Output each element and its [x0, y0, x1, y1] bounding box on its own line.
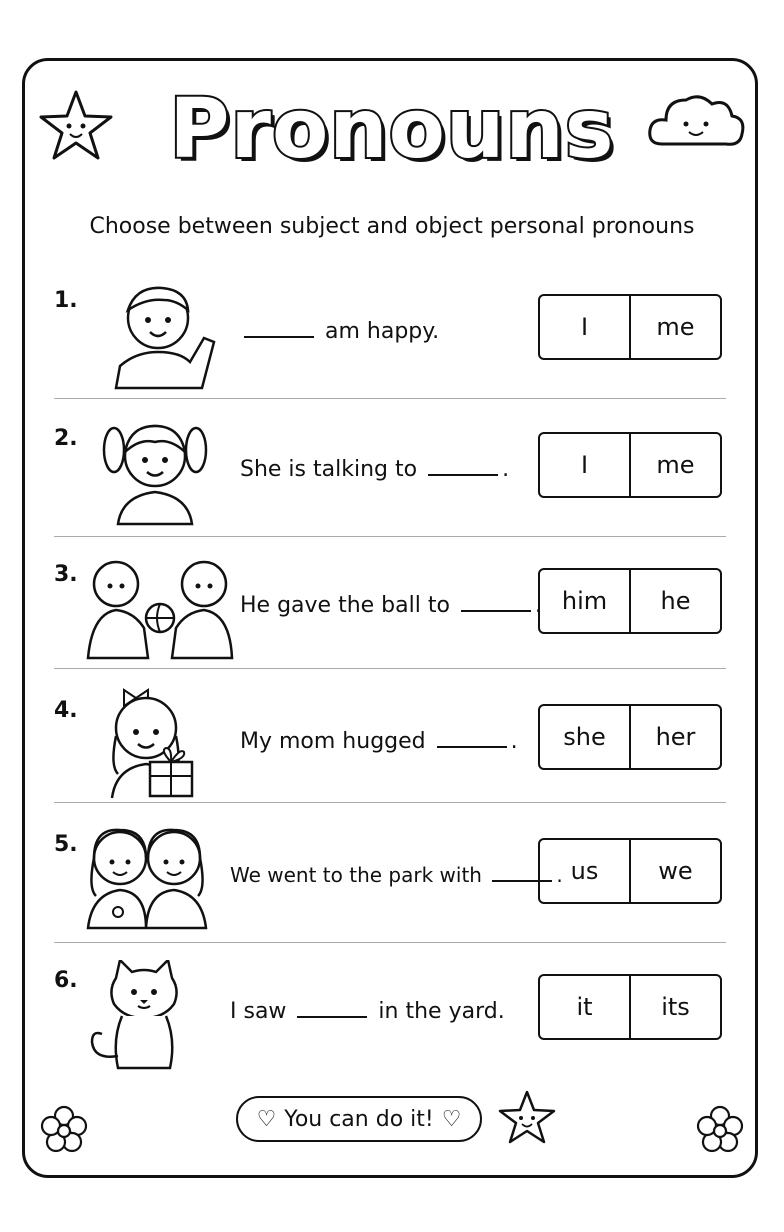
choice-option[interactable]: we	[629, 840, 720, 902]
question-row	[44, 562, 740, 668]
divider	[54, 668, 726, 669]
girl-pigtails-icon	[100, 416, 220, 526]
choice-box	[538, 294, 722, 360]
question-number: 4.	[54, 698, 78, 723]
answer-blank[interactable]	[244, 318, 314, 338]
choice-option[interactable]: me	[629, 434, 720, 496]
boy-waving-icon	[106, 270, 226, 390]
page-title: Pronouns	[169, 82, 615, 177]
sentence-text: She is talking to	[240, 457, 418, 482]
choice-option[interactable]: I	[580, 313, 589, 341]
choice-option[interactable]: she	[563, 723, 606, 751]
answer-blank[interactable]	[428, 456, 498, 476]
question-row	[44, 832, 740, 942]
sentence-end: .	[534, 593, 542, 618]
flower-icon	[38, 1104, 90, 1156]
sentence-end: in the yard.	[378, 999, 505, 1024]
instructions: Choose between subject and object personal pronouns	[89, 214, 695, 239]
sentence-text: I saw	[230, 999, 287, 1024]
question-row	[44, 968, 740, 1078]
choice-option[interactable]: he	[629, 570, 720, 632]
question-number: 2.	[54, 426, 78, 451]
heart-icon: ♡	[441, 1106, 462, 1132]
choice-option[interactable]: me	[629, 296, 720, 358]
divider	[54, 398, 726, 399]
sentence-text: am happy.	[325, 319, 440, 344]
sentence-text: He gave the ball to	[240, 593, 450, 618]
girl-gift-icon	[100, 676, 210, 800]
answer-blank[interactable]	[461, 592, 531, 612]
encouragement-text: You can do it!	[284, 1106, 434, 1132]
choice-option[interactable]: its	[629, 976, 720, 1038]
answer-blank[interactable]	[437, 728, 507, 748]
encouragement-badge	[236, 1096, 482, 1142]
question-number: 6.	[54, 968, 78, 993]
choice-box	[538, 432, 722, 498]
sentence-end: .	[502, 457, 510, 482]
question-row	[44, 288, 740, 398]
choice-option[interactable]: it	[576, 993, 593, 1021]
sentence-end: .	[556, 863, 563, 887]
cat-icon	[84, 960, 204, 1072]
question-row	[44, 426, 740, 536]
choice-box	[538, 838, 722, 904]
choice-box	[538, 568, 722, 634]
two-girls-icon	[80, 818, 212, 930]
flower-icon	[694, 1104, 746, 1156]
choice-option[interactable]: her	[629, 706, 720, 768]
question-row	[44, 698, 740, 802]
two-boys-ball-icon	[84, 554, 236, 660]
choice-option[interactable]: us	[570, 857, 599, 885]
divider	[54, 802, 726, 803]
sentence-text: My mom hugged	[240, 729, 426, 754]
divider	[54, 942, 726, 943]
sentence-text: We went to the park with	[230, 863, 482, 887]
choice-option[interactable]: I	[580, 451, 589, 479]
choice-option[interactable]: him	[561, 587, 608, 615]
choice-box	[538, 974, 722, 1040]
divider	[54, 536, 726, 537]
star-icon	[494, 1084, 560, 1150]
choice-box	[538, 704, 722, 770]
sentence-end: .	[510, 729, 518, 754]
question-number: 3.	[54, 562, 78, 587]
heart-icon: ♡	[256, 1106, 277, 1132]
answer-blank[interactable]	[297, 998, 367, 1018]
question-number: 5.	[54, 832, 78, 857]
question-number: 1.	[54, 288, 78, 313]
